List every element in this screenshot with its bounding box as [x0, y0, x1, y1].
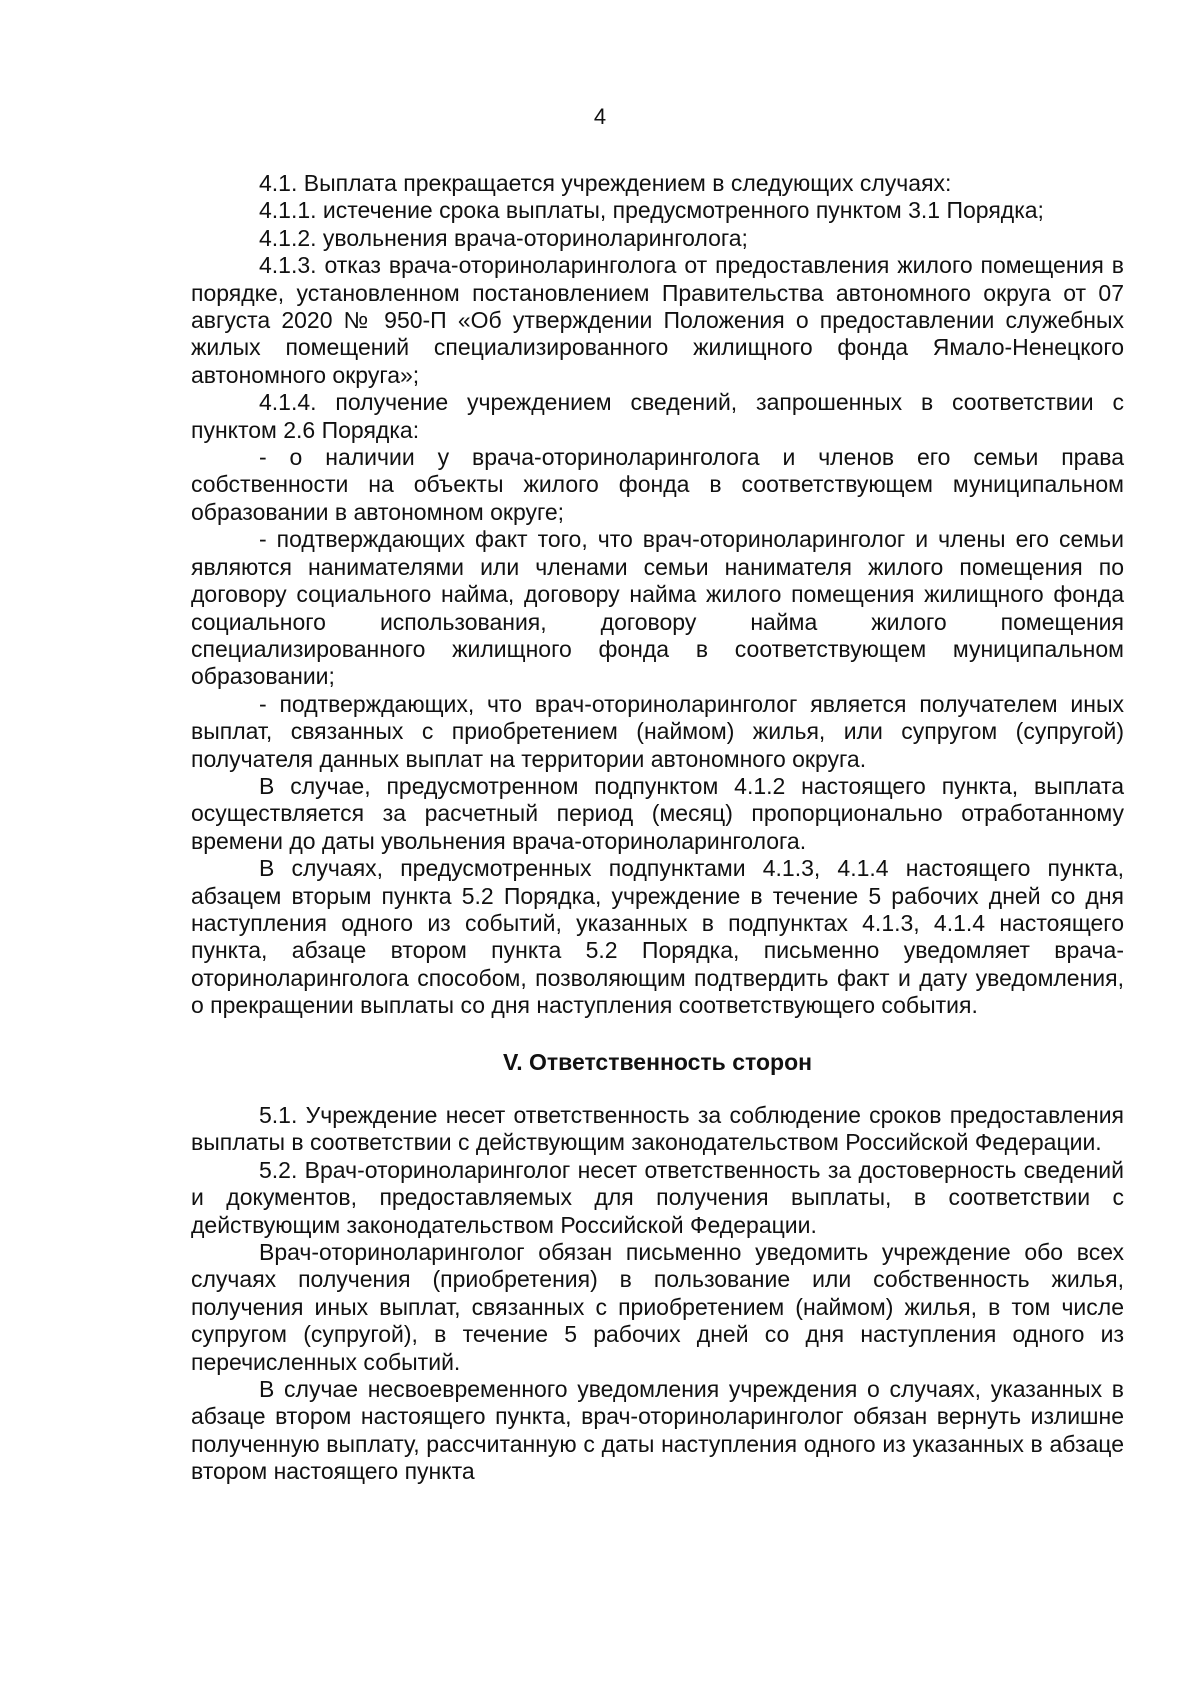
paragraph-4-1-3: 4.1.3. отказ врача-оториноларинголога от предоставления жилого помещения в порядке, установленном постановлением Правительства автономного округа от 07 августа 2020 № 950-П «Об утверждении Положения о предоставлении служебных жилых помещений специализированного жилищного фонда Ямало-Ненецкого автономного округа»;: [191, 252, 1124, 388]
paragraph-4-1-4-item-3: - подтверждающих, что врач-оториноларинголог является получателем иных выплат, связанных с приобретением (наймом) жилья, или супругом (супругой) получателя данных выплат на территории автономного округа.: [191, 690, 1124, 772]
paragraph-5-2-notify: Врач-оториноларинголог обязан письменно уведомить учреждение обо всех случаях получения (приобретения) в пользование или собственность жилья, получения иных выплат, связанных с приобретением (наймом) жилья, в том числе супругом (супругой), в течение 5 рабочих дней со дня наступления одного из перечисленных событий.: [191, 1239, 1124, 1375]
paragraph-4-1-4: 4.1.4. получение учреждением сведений, запрошенных в соответствии с пунктом 2.6 Порядка:: [191, 389, 1124, 443]
paragraph-4-1-2: 4.1.2. увольнения врача-оториноларинголога;: [259, 224, 748, 251]
page-number: 4: [593, 104, 607, 129]
paragraph-4-1-4-item-2: - подтверждающих факт того, что врач-оториноларинголог и члены его семьи являются нанимателями или членами семьи нанимателя жилого помещения по договору социального найма, договору найма жилого помещения жилищного фонда социального использования, договору найма жилого помещения специализированного жилищного фонда в соответствующем муниципальном образовании;: [191, 526, 1124, 690]
document-body: [191, 170, 1124, 1486]
paragraph-4-1-4-item-1: - о наличии у врача-оториноларинголога и членов его семьи права собственности на объекты жилого фонда в соответствующем муниципальном образовании в автономном округе;: [191, 444, 1124, 525]
paragraph-4-1-1: 4.1.1. истечение срока выплаты, предусмотренного пунктом 3.1 Порядка;: [259, 197, 1044, 224]
paragraph-4-cases-4-1-3-4-1-4: В случаях, предусмотренных подпунктами 4.1.3, 4.1.4 настоящего пункта, абзацем вторым пункта 5.2 Порядка, учреждение в течение 5 рабочих дней со дня наступления одного из событий, указанных в подпунктах 4.1.3, 4.1.4 настоящего пункта, абзаце втором пункта 5.2 Порядка, письменно уведомляет врача-оториноларинголога способом, позволяющим подтвердить факт и дату уведомления, о прекращении выплаты со дня наступления соответствующего события.: [191, 855, 1124, 1019]
paragraph-5-2: 5.2. Врач-оториноларинголог несет ответственность за достоверность сведений и документов, предоставляемых для получения выплаты, в соответствии с действующим законодательством Российской Федерации.: [191, 1156, 1124, 1238]
paragraph-4-1: 4.1. Выплата прекращается учреждением в следующих случаях:: [259, 170, 952, 196]
section-v-heading: V. Ответственность сторон: [502, 1048, 813, 1075]
paragraph-4-case-4-1-2: В случае, предусмотренном подпунктом 4.1.2 настоящего пункта, выплата осуществляется за расчетный период (месяц) пропорционально отработанному времени до даты увольнения врача-оториноларинголога.: [191, 772, 1124, 854]
paragraph-5-2-late-notice: В случае несвоевременного уведомления учреждения о случаях, указанных в абзаце втором настоящего пункта, врач-оториноларинголог обязан вернуть излишне полученную выплату, рассчитанную с даты наступления одного из указанных в абзаце втором настоящего пункта: [191, 1376, 1124, 1485]
paragraph-5-1: 5.1. Учреждение несет ответственность за соблюдение сроков предоставления выплаты в соответствии с действующим законодательством Российской Федерации.: [191, 1102, 1124, 1156]
